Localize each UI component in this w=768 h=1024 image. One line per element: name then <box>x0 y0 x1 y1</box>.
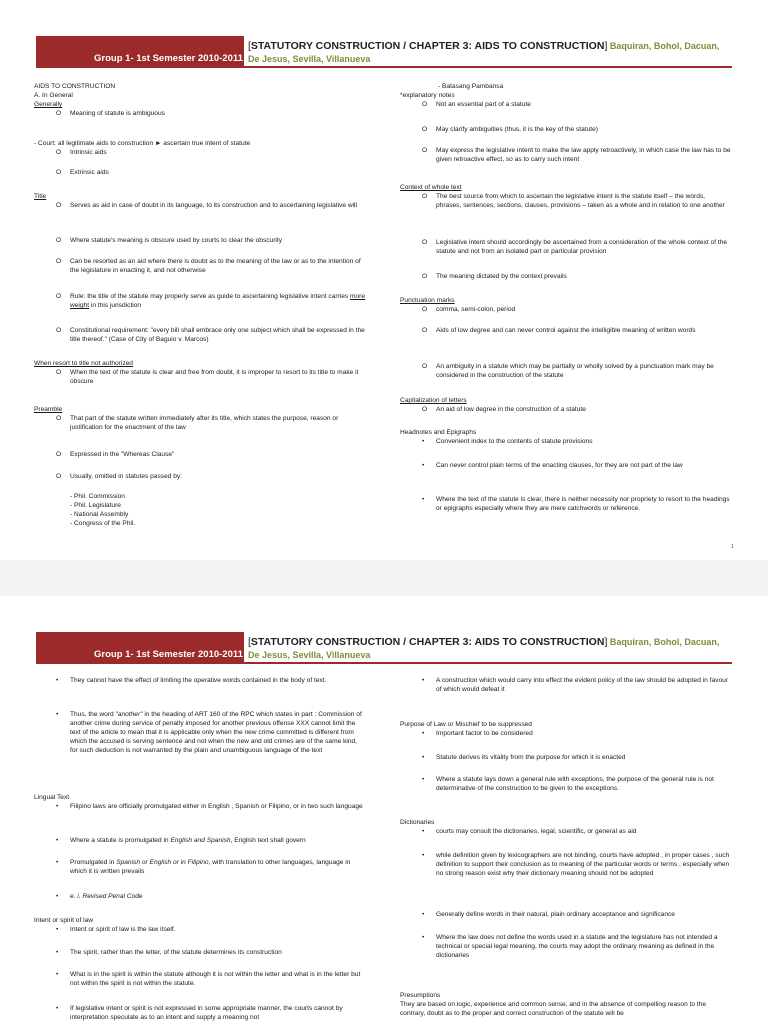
section-punctuation: Punctuation marks O comma, semi-colon, period <box>400 296 732 314</box>
header-title-text: STATUTORY CONSTRUCTION / CHAPTER 3: AIDS TO CONSTRUCTION <box>250 40 605 52</box>
header-authors: Baquiran, Bohol, Dacuan, De Jesus, Sevilla, Villanueva <box>248 41 720 64</box>
section-capitalization: Capitalization of letters O An aid of low degree in the construction of a statute <box>400 396 732 414</box>
list-item: O Where statute's meaning is obscure used by courts to clear the obscurity <box>56 237 282 244</box>
list-item: O May express the legislative intent to make the law apply retroactively, in which case the law has to be given retroactive effect, so as to carry such intent <box>422 147 731 163</box>
list-item: O Constitutional requirement: "every bill shall embrace only one subject which shall be expressed in the title thereof." (Case of City of Baguio v. Marcos) <box>56 327 365 343</box>
list-item: • Important factor to be considered <box>422 730 533 737</box>
list-item: O An aid of low degree in the construction of a statute <box>422 406 586 413</box>
header-title: [STATUTORY CONSTRUCTION / CHAPTER 3: AIDS TO CONSTRUCTION] Baquiran, Bohol, Dacuan, De Jesus, Sevilla, Villanueva <box>248 636 720 660</box>
list-item: • Where the text of the statute is clear, there is neither necessity nor propriety to resort to the headings or epigraphs especially where they are mere catchwords or reference. <box>422 496 730 512</box>
page1-left-column <box>34 0 366 560</box>
list-item: • A construction which would carry into effect the evident policy of the law should be adopted in favour of which would defeat it <box>422 677 729 693</box>
list-item: • The spirit, rather than the letter, of the statute determines its construction <box>56 949 282 956</box>
header-group-label: Group 1- 1st Semester 2010-2011 <box>94 649 243 660</box>
list-item: • Where a statute is promulgated in English and Spanish, English text shall govern <box>56 837 306 844</box>
page-2 <box>0 596 768 1024</box>
page2-left-column <box>34 596 366 1024</box>
list-item: O comma, semi-colon, period <box>422 306 516 313</box>
section-context: Context of whole text O The best source from which to ascertain the legislative intent is the statute itself – the words, phrases, sentences, sections, clauses, provisions – taken as a whole and in relation to one another <box>400 183 732 210</box>
list-item: O The meaning dictated by the context prevails <box>422 273 567 280</box>
section-purpose: Purpose of Law or Mischief to be suppressed • Important factor to be considered <box>400 720 732 738</box>
section-when-resort: When resort to title not authorized O When the text of the statute is clear and free from doubt, it is improper to resort to its title to make it obscure <box>34 359 366 386</box>
list-item: O Intrinsic aids <box>56 149 107 156</box>
header-title: [STATUTORY CONSTRUCTION / CHAPTER 3: AIDS TO CONSTRUCTION] Baquiran, Bohol, Dacuan, De Jesus, Sevilla, Villanueva <box>248 40 720 64</box>
list-item: O Aids of low degree and can never control against the intelligible meaning of written words <box>422 327 696 334</box>
list-item: O An ambiguity in a statute which may be partially or wholly solved by a punctuation mark may be considered in the construction of the statute <box>422 363 714 379</box>
list-item: • Can never control plain terms of the enacting clauses, for they are not part of the law <box>422 462 683 469</box>
list-item: O Rule: the title of the statute may properly serve as guide to ascertaining legislative intent carries more weight in this jurisdiction <box>56 293 366 309</box>
list-item: O Can be resorted as an aid where there is doubt as to the meaning of the law or as to the intention of the legislature in enacting it, and not otherwise <box>56 258 361 274</box>
list-item: • Convenient index to the contents of statute provisions <box>422 438 593 445</box>
page1-right-column <box>400 0 732 560</box>
list-item: • Intent or spirit of law is the law itself. <box>56 926 176 933</box>
page-number: 1 <box>731 544 734 550</box>
list-item: O Meaning of statute is ambiguous <box>56 110 165 117</box>
list-item: O Legislative intent should accordingly be ascertained from a consideration of the whole context of the statute and not from an isolated part or particular provision <box>422 239 728 255</box>
page2-right-column <box>400 596 732 1024</box>
passed-by-list: - Phil. Commission - Phil. Legislature - National Assembly - Congress of the Phil. <box>70 493 136 527</box>
section-title: Title O Serves as aid in case of doubt in its language, to its construction and to ascertaining legislative will <box>34 192 366 210</box>
list-item: • They cannot have the effect of limiting the operative words contained in the body of text. <box>56 677 327 684</box>
court-aids: - Court: all legitimate aids to construction ► ascertain true intent of statute O Intrinsic aids <box>34 139 366 157</box>
section-aids: AIDS TO CONSTRUCTION A. In General Generally O Meaning of statute is ambiguous <box>34 82 366 118</box>
section-presumptions: Presumptions They are based on logic, experience and common sense, and in the absence of compelling reason to the contrary, doubt as to the proper and correct construction of the statute will be <box>400 992 707 1017</box>
list-item: • courts may consult the dictionaries, legal, scientific, or general as aid <box>422 828 637 835</box>
list-item: • If legislative intent or spirit is not expressed in some appropriate manner, the courts cannot by interpretation speculate as to an intent and supply a meaning not <box>56 1005 343 1021</box>
explanatory-notes: - Batasang Pambansa *explanatory notes O Not an essential part of a statute <box>400 82 732 109</box>
list-item: • Thus, the word "another" in the heading of ART 160 of the RPC which states in part : Commission of another crime during service of penalty imposed for another previous offense XXX cannot limit the text of the article to mean that it is applicable only when the new crime committed is different from which the accused is serving sentence and not when the new and old crimes are of the same kind, for such deduction is not warranted by the plain and unambiguous language of the text <box>56 711 362 754</box>
list-item: O When the text of the statute is clear and free from doubt, it is improper to resort to its title to make it obscure <box>56 369 359 385</box>
section-preamble: Preamble O That part of the statute written immediately after its title, which states the purpose, reason or justification for the enactment of the law <box>34 405 366 432</box>
list-item: O Serves as aid in case of doubt in its language, to its construction and to ascertaining legislative will <box>56 202 357 209</box>
list-item: • Promulgated in Spanish or English or in Filipino, with translation to other languages, language in which it is written prevails <box>56 859 351 875</box>
header-group-label: Group 1- 1st Semester 2010-2011 <box>94 53 243 64</box>
list-item: O The best source from which to ascertain the legislative intent is the statute itself – the words, phrases, sentences, sections, clauses, provisions – taken as a whole and in relation to one another <box>422 193 725 209</box>
list-item: O Expressed in the "Whereas Clause" <box>56 451 175 458</box>
list-item: O Extrinsic aids <box>56 169 109 176</box>
section-intent: Intent or spirit of law • Intent or spirit of law is the law itself. <box>34 916 366 934</box>
list-item: • Statute derives its vitality from the purpose for which it is enacted <box>422 754 626 761</box>
list-item: • Where a statute lays down a general rule with exceptions, the purpose of the general rule is not determinative of the construction to be given to the exceptions. <box>422 776 714 792</box>
header-authors: Baquiran, Bohol, Dacuan, De Jesus, Sevilla, Villanueva <box>248 637 720 660</box>
section-lingual-text: Lingual Text • Filipino laws are officially promulgated either in English , Spanish or Filipino, or in two such language <box>34 793 366 811</box>
page-gap <box>0 560 768 596</box>
list-item: • Filipino laws are officially promulgated either in English , Spanish or Filipino, or in two such language <box>56 803 363 810</box>
list-item: O Usually, omitted in statutes passed by: <box>56 473 183 480</box>
list-item: O Not an essential part of a statute <box>422 101 531 108</box>
list-item: • What is in the spirit is within the statute although it is not within the letter and what is in the letter but not within the spirit is not within the statute. <box>56 971 361 987</box>
list-item: • e. i. Revised Penal Code <box>56 893 143 900</box>
header-title-text: STATUTORY CONSTRUCTION / CHAPTER 3: AIDS TO CONSTRUCTION <box>250 636 605 648</box>
list-item: • Where the law does not define the words used in a statute and the legislature has not intended a technical or special legal meaning, the courts may adopt the ordinary meaning as defined in the dictionaries <box>422 934 718 959</box>
list-item: • Generally define words in their natural, plain ordinary acceptance and significance <box>422 911 675 918</box>
list-item: • while definition given by lexicographers are not binding, courts have adopted , in proper cases , such definition to support their conclusion as to meaning of the particular words or terms , especially when no strong reason exist why their dictionary meaning should not be adopted <box>422 852 730 877</box>
list-item: O That part of the statute written immediately after its title, which states the purpose, reason or justification for the enactment of the law <box>56 415 339 431</box>
section-headnotes: Headnotes and Epigraphs • Convenient index to the contents of statute provisions <box>400 428 732 446</box>
section-dictionaries: Dictionaries • courts may consult the dictionaries, legal, scientific, or general as aid <box>400 818 732 836</box>
list-item: O May clarify ambiguities (thus, it is the key of the statute) <box>422 126 598 133</box>
